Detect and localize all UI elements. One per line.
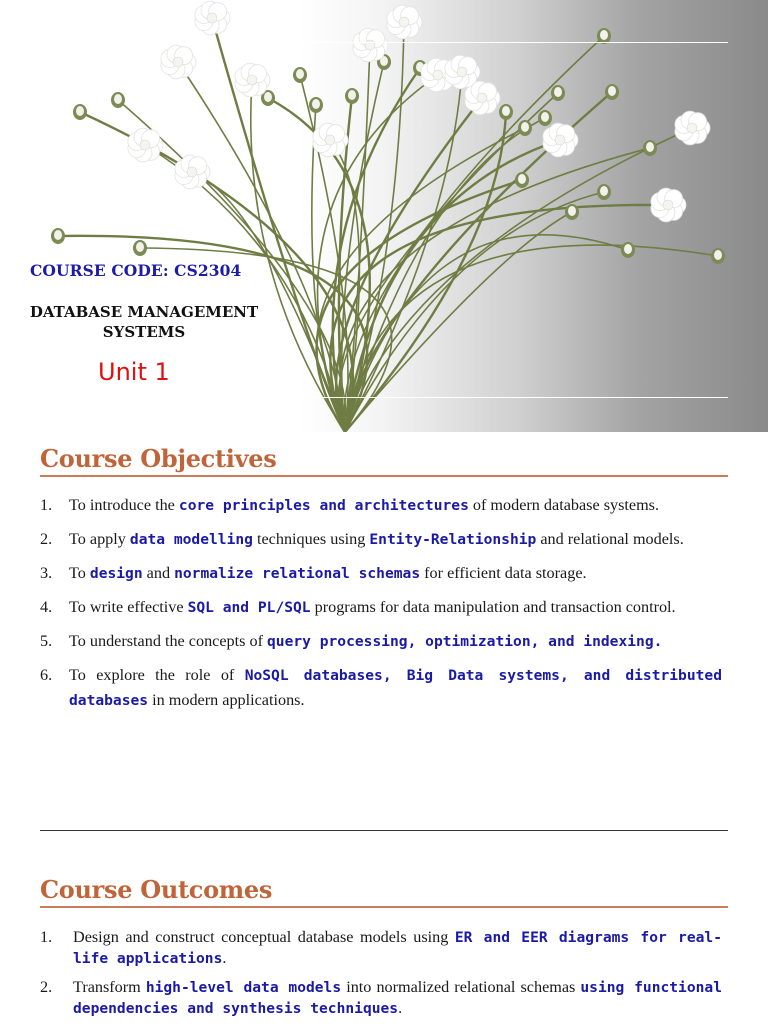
item-number: 1. — [40, 928, 53, 946]
list-item — [40, 595, 722, 620]
section-divider — [40, 830, 728, 831]
banner-bottom-rule — [300, 397, 728, 398]
item-text: programs for data manipulation and transaction control. — [310, 598, 676, 616]
highlighted-term: core principles and architectures — [178, 497, 469, 514]
banner-top-rule — [300, 42, 728, 43]
highlighted-term: design — [89, 565, 143, 582]
outcomes-list — [40, 927, 722, 1027]
list-item — [40, 977, 722, 1019]
highlighted-term: high-level data models — [145, 979, 342, 996]
item-number: 2. — [40, 978, 53, 996]
list-item — [40, 493, 722, 518]
highlighted-term: Entity-Relationship — [369, 531, 537, 548]
outcomes-heading-rule — [40, 906, 728, 908]
item-text: To write effective — [69, 598, 188, 616]
highlighted-term: data modelling — [129, 531, 253, 548]
item-text: into normalized relational schemas — [341, 978, 581, 996]
highlighted-term: ER and EER diagrams for real-life applications — [73, 929, 722, 967]
highlighted-term: SQL and PL/SQL — [187, 599, 311, 616]
item-number: 6. — [40, 666, 53, 684]
list-item — [40, 927, 722, 969]
item-text: and — [142, 564, 175, 582]
course-title-line: SYSTEMS — [102, 323, 186, 341]
list-item — [40, 527, 722, 552]
course-title — [14, 302, 274, 342]
item-text: . — [222, 949, 227, 967]
item-text: To explore the role of — [69, 666, 245, 684]
item-text: techniques using — [252, 530, 370, 548]
item-text: for efficient data storage. — [420, 564, 587, 582]
item-text: and relational models. — [536, 530, 684, 548]
objectives-list — [40, 493, 722, 722]
highlighted-term: NoSQL databases, Big Data systems, and distributed databases — [69, 667, 722, 709]
list-item — [40, 629, 722, 654]
cover-banner — [0, 0, 768, 432]
item-text: Transform — [73, 978, 146, 996]
item-number: 2. — [40, 530, 53, 548]
outcomes-heading: Course Outcomes — [40, 875, 273, 904]
item-text: To introduce the — [69, 496, 179, 514]
course-code: COURSE CODE: CS2304 — [30, 261, 242, 280]
highlighted-term: using functional dependencies and synthesis techniques — [73, 979, 722, 1017]
item-text: To — [69, 564, 90, 582]
list-item — [40, 663, 722, 713]
unit-label: Unit 1 — [98, 358, 170, 386]
item-text: Design and construct conceptual database models using — [73, 928, 455, 946]
item-number: 1. — [40, 496, 53, 514]
item-number: 3. — [40, 564, 53, 582]
course-title-line: DATABASE MANAGEMENT — [29, 303, 259, 321]
list-item — [40, 561, 722, 586]
item-text: . — [398, 999, 403, 1017]
item-text: of modern database systems. — [468, 496, 660, 514]
objectives-heading: Course Objectives — [40, 444, 277, 473]
highlighted-term: query processing, optimization, and indexing. — [267, 633, 663, 650]
item-number: 5. — [40, 632, 53, 650]
item-number: 4. — [40, 598, 53, 616]
item-text: To understand the concepts of — [69, 632, 268, 650]
highlighted-term: normalize relational schemas — [174, 565, 421, 582]
item-text: To apply — [69, 530, 130, 548]
item-text: in modern applications. — [148, 691, 305, 709]
objectives-heading-rule — [40, 475, 728, 477]
